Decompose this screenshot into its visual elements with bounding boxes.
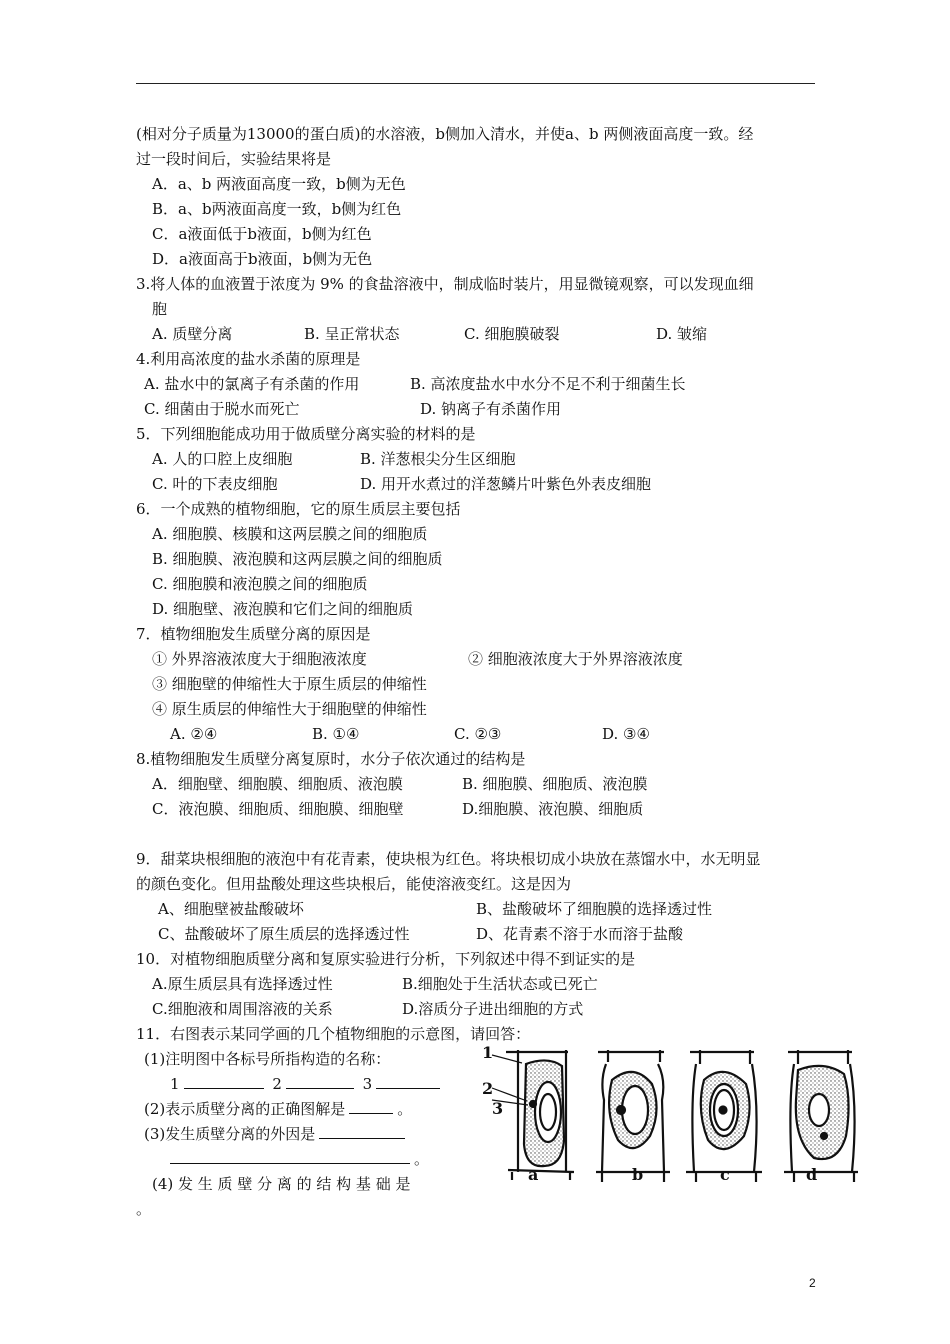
statement-2: ② 细胞液浓度大于外界溶液浓度 bbox=[468, 650, 683, 668]
label-1: 1 bbox=[482, 1043, 494, 1062]
blank-label-1: 1 bbox=[170, 1075, 180, 1093]
option-d: D、花青素不溶于水而溶于盐酸 bbox=[476, 925, 684, 943]
question-11-part4-end: 。 bbox=[136, 1200, 152, 1218]
text-line: (相对分子质量为13000的蛋白质)的水溶液，b侧加入清水，并使a、b 两侧液面高度一致。经 bbox=[136, 125, 754, 143]
cell-b bbox=[596, 1050, 670, 1182]
answer-blank-4[interactable] bbox=[349, 1097, 393, 1114]
question-9-options-row2 bbox=[136, 922, 826, 947]
option-c: C．液泡膜、细胞质、细胞膜、细胞壁 bbox=[152, 800, 404, 818]
option-c: C. 叶的下表皮细胞 bbox=[152, 475, 278, 493]
option-d: D．a液面高于b液面，b侧为无色 bbox=[152, 250, 373, 268]
option-c: C. ②③ bbox=[454, 725, 502, 743]
nucleus-c bbox=[720, 1107, 727, 1114]
question-4: 4.利用高浓度的盐水杀菌的原理是 bbox=[136, 350, 361, 368]
question-10-options-row1 bbox=[136, 972, 826, 997]
label-3: 3 bbox=[492, 1099, 504, 1118]
pointer-lines bbox=[492, 1055, 528, 1105]
answer-blank-3[interactable] bbox=[376, 1072, 440, 1089]
plant-cells-figure bbox=[478, 1040, 860, 1190]
option-a: A. 人的口腔上皮细胞 bbox=[152, 450, 293, 468]
question-7-options bbox=[136, 722, 826, 747]
option-d: D. 用开水煮过的洋葱鳞片叶紫色外表皮细胞 bbox=[360, 475, 652, 493]
option-a: A、细胞壁被盐酸破坏 bbox=[158, 900, 304, 918]
question-11-part1: (1)注明图中各标号所指构造的名称： bbox=[144, 1050, 391, 1068]
question-7-statements-row1 bbox=[136, 647, 826, 672]
statement-4: ④ 原生质层的伸缩性大于细胞壁的伸缩性 bbox=[152, 700, 427, 718]
option-a: A. ②④ bbox=[170, 725, 218, 743]
question-7: 7．植物细胞发生质壁分离的原因是 bbox=[136, 625, 371, 643]
option-d: D. ③④ bbox=[602, 725, 650, 743]
cell-a bbox=[506, 1050, 574, 1180]
nucleus-b bbox=[617, 1106, 625, 1114]
option-d: D.细胞膜、液泡膜、细胞质 bbox=[462, 800, 644, 818]
statement-3: ③ 细胞壁的伸缩性大于原生质层的伸缩性 bbox=[152, 675, 427, 693]
option-a: A. 质壁分离 bbox=[152, 325, 233, 343]
option-b: B．a、b两液面高度一致，b侧为红色 bbox=[152, 200, 402, 218]
header-rule bbox=[136, 83, 815, 84]
question-8-options-row1 bbox=[136, 772, 826, 797]
part2-text: (2)表示质壁分离的正确图解是 bbox=[144, 1100, 346, 1118]
option-a: A．a、b 两液面高度一致，b侧为无色 bbox=[152, 175, 406, 193]
question-8-options-row2 bbox=[136, 797, 826, 822]
question-4-options-row2 bbox=[136, 397, 826, 422]
answer-blank-2[interactable] bbox=[286, 1072, 354, 1089]
option-c: C. 细胞膜和液泡膜之间的细胞质 bbox=[152, 575, 368, 593]
question-3: 3.将人体的血液置于浓度为 9% 的食盐溶液中，制成临时装片，用显微镜观察，可以发现血细 bbox=[136, 275, 754, 293]
part2-end: 。 bbox=[397, 1100, 413, 1118]
option-b: B. 洋葱根尖分生区细胞 bbox=[360, 450, 516, 468]
text-line: 胞 bbox=[152, 300, 168, 318]
question-3-options bbox=[136, 322, 826, 347]
question-11-part4: (4) 发 生 质 壁 分 离 的 结 构 基 础 是 bbox=[152, 1175, 411, 1193]
answer-blank-1[interactable] bbox=[184, 1072, 264, 1089]
option-c: C、盐酸破坏了原生质层的选择透过性 bbox=[158, 925, 410, 943]
label-2: 2 bbox=[482, 1079, 494, 1098]
option-d: D. 皱缩 bbox=[656, 325, 708, 343]
text-line: 过一段时间后，实验结果将是 bbox=[136, 150, 332, 168]
option-b: B. 细胞膜、液泡膜和这两层膜之间的细胞质 bbox=[152, 550, 443, 568]
question-5-options-row2 bbox=[136, 472, 826, 497]
option-b: B. 高浓度盐水中水分不足不利于细菌生长 bbox=[410, 375, 686, 393]
option-d: D.溶质分子进出细胞的方式 bbox=[402, 1000, 584, 1018]
option-b: B. ①④ bbox=[312, 725, 360, 743]
text-line: 的颜色变化。但用盐酸处理这些块根后，能使溶液变红。这是因为 bbox=[136, 875, 572, 893]
part3-end: 。 bbox=[414, 1150, 430, 1168]
option-c: C. 细胞膜破裂 bbox=[464, 325, 560, 343]
statement-1: ① 外界溶液浓度大于细胞液浓度 bbox=[152, 650, 367, 668]
option-a: A. 细胞膜、核膜和这两层膜之间的细胞质 bbox=[152, 525, 428, 543]
option-a: A．细胞壁、细胞膜、细胞质、液泡膜 bbox=[152, 775, 403, 793]
option-a: A.原生质层具有选择透过性 bbox=[152, 975, 333, 993]
option-c: C．a液面低于b液面，b侧为红色 bbox=[152, 225, 372, 243]
nucleus-a bbox=[530, 1101, 536, 1107]
question-8: 8.植物细胞发生质壁分离复原时，水分子依次通过的结构是 bbox=[136, 750, 526, 768]
nucleus-d bbox=[821, 1133, 827, 1139]
option-d: D. 细胞壁、液泡膜和它们之间的细胞质 bbox=[152, 600, 414, 618]
option-a: A. 盐水中的氯离子有杀菌的作用 bbox=[144, 375, 360, 393]
option-c: C. 细菌由于脱水而死亡 bbox=[144, 400, 300, 418]
answer-blank-6[interactable] bbox=[170, 1147, 410, 1164]
question-9: 9．甜菜块根细胞的液泡中有花青素，使块根为红色。将块根切成小块放在蒸馏水中，水无明显 bbox=[136, 850, 761, 868]
cell-label-a: a bbox=[528, 1165, 539, 1184]
part3-text: (3)发生质壁分离的外因是 bbox=[144, 1125, 316, 1143]
option-d: D. 钠离子有杀菌作用 bbox=[420, 400, 562, 418]
page-number: 2 bbox=[809, 1276, 816, 1290]
answer-blank-5[interactable] bbox=[319, 1122, 405, 1139]
cell-d bbox=[784, 1050, 858, 1182]
question-10: 10．对植物细胞质壁分离和复原实验进行分析，下列叙述中得不到证实的是 bbox=[136, 950, 636, 968]
question-9-options-row1 bbox=[136, 897, 826, 922]
cell-label-c: c bbox=[720, 1165, 730, 1184]
blank-label-2: 2 bbox=[272, 1075, 282, 1093]
question-5-options-row1 bbox=[136, 447, 826, 472]
question-10-options-row2 bbox=[136, 997, 826, 1022]
cell-label-d: d bbox=[806, 1165, 818, 1184]
blank-label-3: 3 bbox=[362, 1075, 373, 1093]
option-c: C.细胞液和周围溶液的关系 bbox=[152, 1000, 333, 1018]
question-11: 11．右图表示某同学画的几个植物细胞的示意图，请回答： bbox=[136, 1025, 531, 1043]
cell-label-b: b bbox=[632, 1165, 644, 1184]
option-b: B、盐酸破坏了细胞膜的选择透过性 bbox=[476, 900, 713, 918]
cell-c bbox=[686, 1050, 762, 1182]
question-5: 5．下列细胞能成功用于做质壁分离实验的材料的是 bbox=[136, 425, 476, 443]
option-b: B. 呈正常状态 bbox=[304, 325, 400, 343]
option-b: B.细胞处于生活状态或已死亡 bbox=[402, 975, 598, 993]
question-6: 6．一个成熟的植物细胞，它的原生质层主要包括 bbox=[136, 500, 461, 518]
question-4-options-row1 bbox=[136, 372, 826, 397]
option-b: B. 细胞膜、细胞质、液泡膜 bbox=[462, 775, 648, 793]
plant-cells-svg bbox=[478, 1040, 860, 1190]
